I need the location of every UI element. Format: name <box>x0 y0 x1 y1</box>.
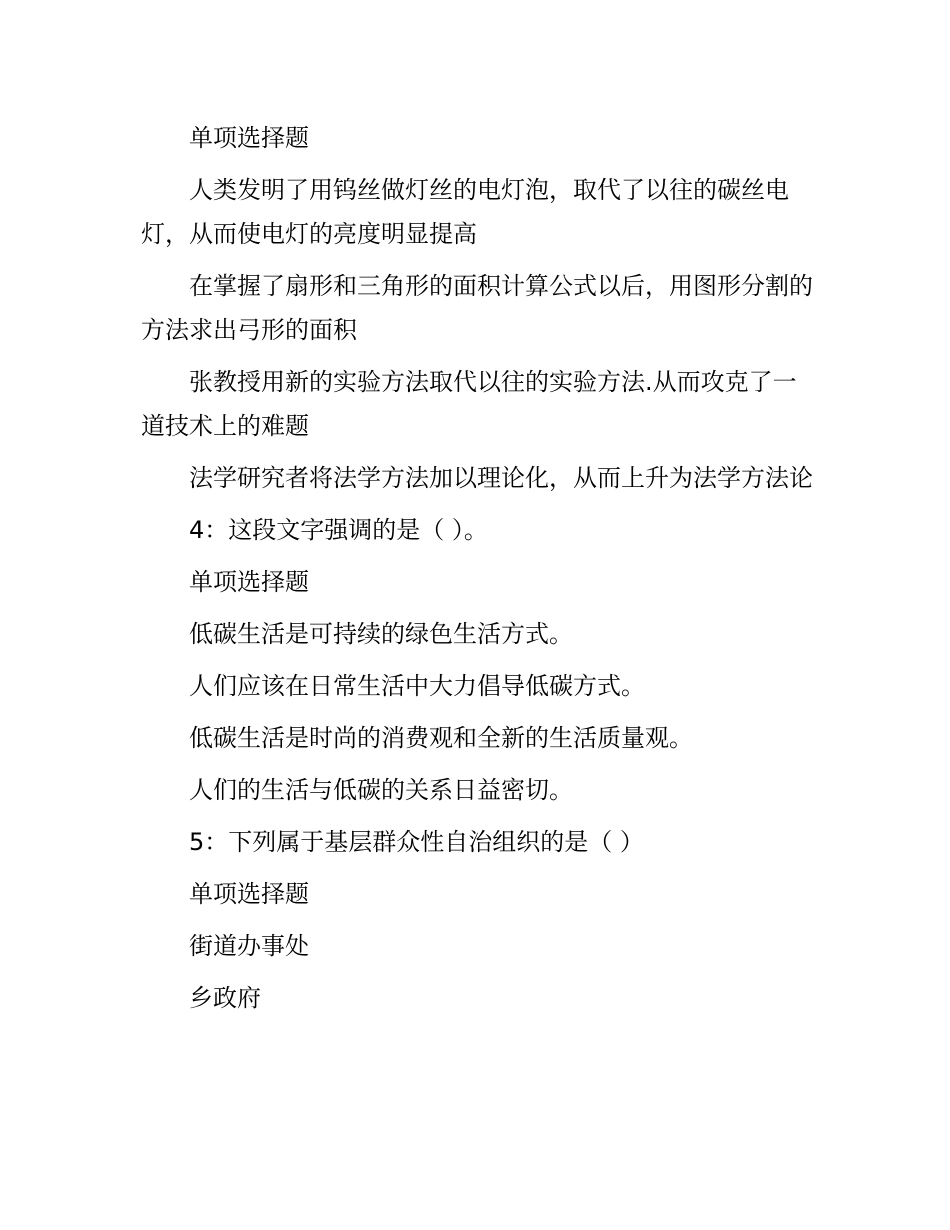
option-paragraph: 人类发明了用钨丝做灯丝的电灯泡，取代了以往的碳丝电灯，从而使电灯的亮度明显提高 <box>141 176 789 248</box>
question-4-stem: 4：这段文字强调的是（ ）。 <box>189 516 488 544</box>
option-paragraph: 街道办事处 <box>189 932 309 960</box>
document-body <box>141 116 813 1028</box>
option-paragraph: 人们的生活与低碳的关系日益密切。 <box>189 776 573 804</box>
option-paragraph: 在掌握了扇形和三角形的面积计算公式以后，用图形分割的方法求出弓形的面积 <box>141 272 813 344</box>
option-paragraph: 人们应该在日常生活中大力倡导低碳方式。 <box>189 672 645 700</box>
question-type-label: 单项选择题 <box>189 568 309 596</box>
option-paragraph: 张教授用新的实验方法取代以往的实验方法.从而攻克了一道技术上的难题 <box>141 368 797 440</box>
question-type-label: 单项选择题 <box>189 124 309 152</box>
option-paragraph: 低碳生活是可持续的绿色生活方式。 <box>189 620 573 648</box>
option-paragraph: 乡政府 <box>189 984 261 1012</box>
option-paragraph: 低碳生活是时尚的消费观和全新的生活质量观。 <box>189 724 693 752</box>
question-type-label: 单项选择题 <box>189 880 309 908</box>
question-5-stem: 5：下列属于基层群众性自治组织的是（ ） <box>189 828 644 856</box>
option-paragraph: 法学研究者将法学方法加以理论化，从而上升为法学方法论 <box>189 464 813 492</box>
